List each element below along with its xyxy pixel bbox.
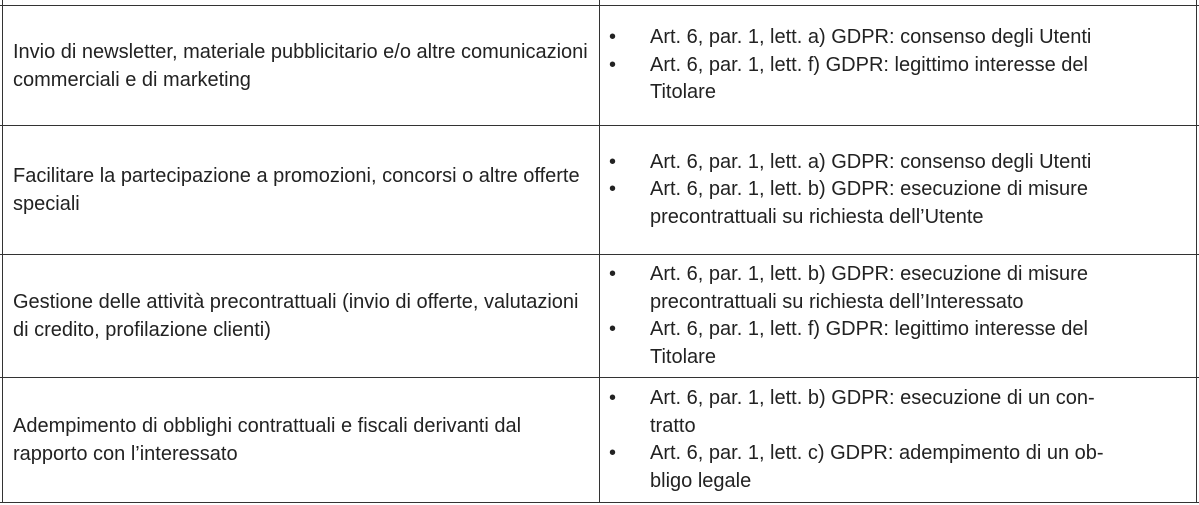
table-row-newsletter — [0, 6, 1199, 125]
bullet-icon: • — [609, 53, 617, 76]
legal-basis-text: Art. 6, par. 1, lett. f) GDPR: legittimo interesse del Titolare — [650, 318, 1088, 368]
legal-basis-item — [600, 316, 1195, 371]
purpose-cell — [13, 255, 588, 377]
legal-basis-item — [600, 52, 1195, 107]
purpose-text: Facilitare la partecipazione a promozioni, concorsi o altre offerte speciali — [13, 165, 580, 215]
legal-basis-text: Art. 6, par. 1, lett. b) GDPR: esecuzione di un con- tratto — [650, 387, 1095, 437]
bullet-icon: • — [609, 318, 617, 340]
bullet-icon: • — [609, 442, 617, 464]
legal-basis-item — [600, 149, 1195, 177]
legal-basis-list — [600, 24, 1195, 107]
legal-basis-item — [600, 385, 1195, 440]
table-row-contractual-obligations — [0, 378, 1199, 502]
bullet-icon: • — [609, 26, 617, 49]
legal-basis-text: Art. 6, par. 1, lett. b) GDPR: esecuzione di misure precontrattuali su richiesta dell’Interessato — [650, 263, 1088, 313]
table-row-precontractual — [0, 255, 1199, 377]
purpose-cell — [13, 126, 588, 254]
legal-basis-item — [600, 440, 1195, 495]
purpose-text: Invio di newsletter, materiale pubblicitario e/o altre comunicazioni commerciali e di marketing — [13, 40, 588, 91]
legal-basis-cell — [600, 6, 1195, 125]
bullet-icon: • — [609, 150, 617, 173]
legal-basis-list — [600, 261, 1195, 371]
legal-basis-cell — [600, 126, 1195, 254]
legal-basis-text: Art. 6, par. 1, lett. c) GDPR: adempimento di un ob- bligo legale — [650, 442, 1104, 492]
purpose-cell — [13, 6, 588, 125]
bullet-icon: • — [609, 178, 617, 201]
legal-basis-list — [600, 385, 1195, 495]
purpose-text: Gestione delle attività precontrattuali (invio di offerte, valutazioni di credito, profilazione clienti) — [13, 291, 579, 341]
table-border-bottom — [0, 502, 1199, 503]
legal-basis-list — [600, 149, 1195, 232]
table-row-promotions — [0, 126, 1199, 254]
legal-basis-item — [600, 24, 1195, 52]
bullet-icon: • — [609, 263, 617, 285]
legal-basis-text: Art. 6, par. 1, lett. a) GDPR: consenso degli Utenti — [650, 26, 1092, 49]
legal-basis-cell — [600, 255, 1195, 377]
legal-basis-text: Art. 6, par. 1, lett. b) GDPR: esecuzione di misure precontrattuali su richiesta dell’Utente — [650, 178, 1088, 228]
legal-basis-text: Art. 6, par. 1, lett. f) GDPR: legittimo interesse del Titolare — [650, 53, 1088, 104]
legal-basis-item — [600, 176, 1195, 231]
legal-basis-item — [600, 261, 1195, 316]
legal-basis-cell — [600, 378, 1195, 502]
purpose-cell — [13, 378, 588, 502]
bullet-icon: • — [609, 387, 617, 409]
legal-basis-text: Art. 6, par. 1, lett. a) GDPR: consenso degli Utenti — [650, 150, 1092, 173]
purpose-text: Adempimento di obblighi contrattuali e fiscali derivanti dal rapporto con l’interessato — [13, 415, 522, 465]
